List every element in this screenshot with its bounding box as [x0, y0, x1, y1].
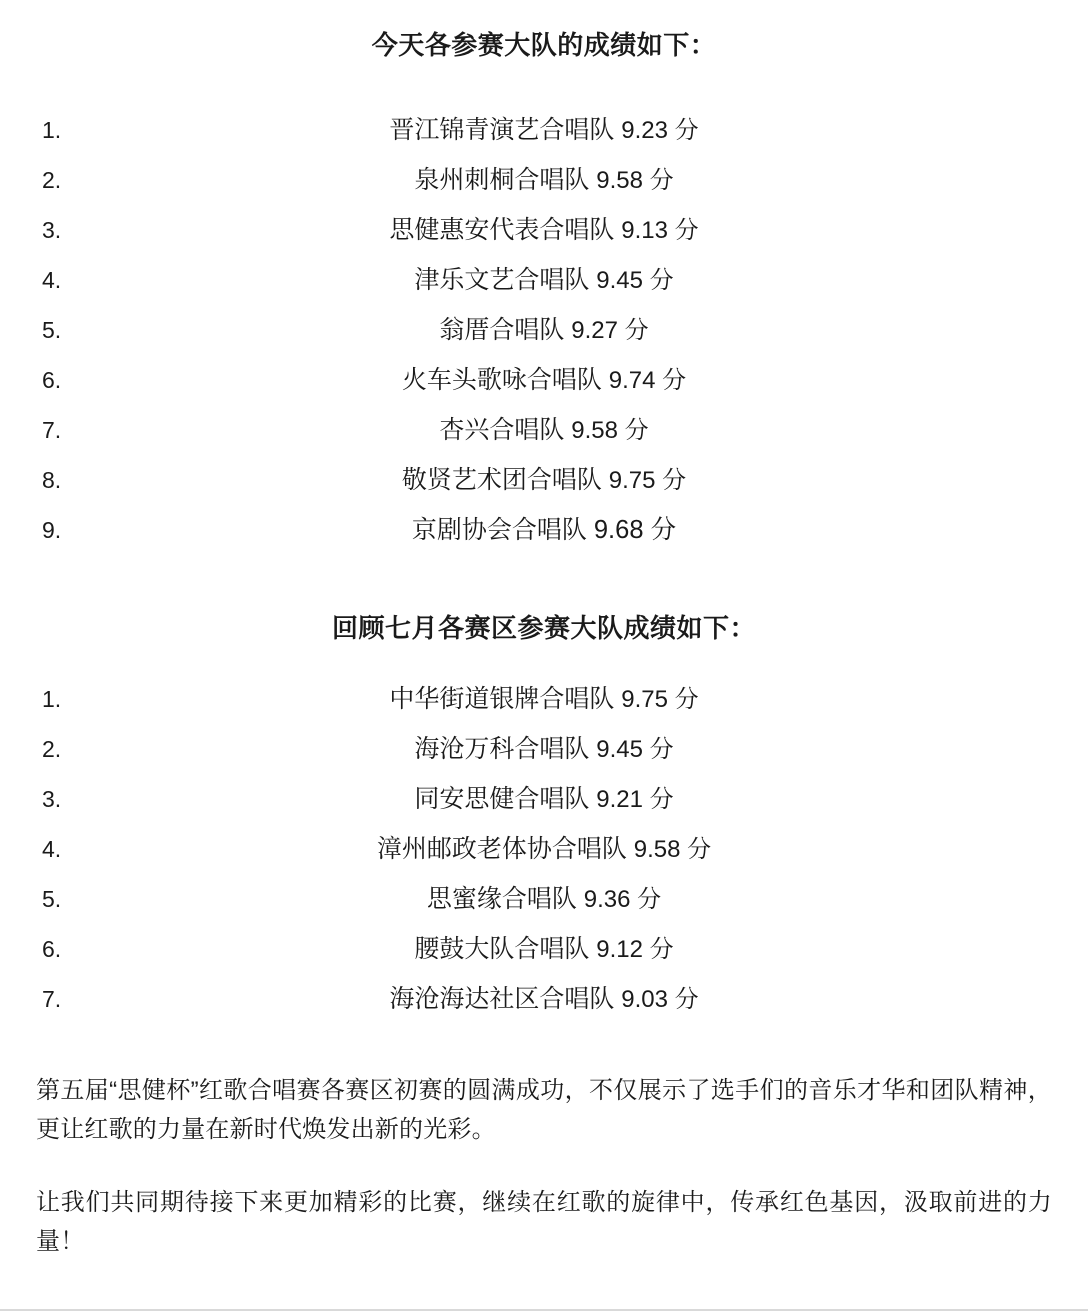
list-item: [36, 724, 1052, 774]
team-name: 同安思健合唱队: [414, 785, 590, 813]
list-item-number: 3.: [42, 786, 62, 812]
list-item-number: 5.: [42, 886, 62, 912]
list-item: [36, 355, 1052, 405]
list-item-entry: [389, 974, 698, 1025]
list-item: [36, 974, 1052, 1024]
team-name: 晋江锦青演艺合唱队: [389, 116, 615, 144]
list-item-number: 2.: [42, 736, 62, 762]
list-item-number: 3.: [42, 217, 62, 243]
list-item-entry: [414, 255, 673, 306]
list-item-entry: [414, 774, 673, 825]
team-name: 思健惠安代表合唱队: [389, 216, 615, 244]
list-item-entry: [389, 205, 698, 256]
list-item-entry: [427, 874, 661, 925]
list-item: [36, 405, 1052, 455]
section-title-today: 今天各参赛大队的成绩如下：: [371, 30, 717, 60]
team-name: 杏兴合唱队: [439, 416, 565, 444]
team-score: 9.23 分: [621, 117, 699, 144]
list-item-number: 4.: [42, 267, 62, 293]
list-item-number: 5.: [42, 317, 62, 343]
team-name: 火车头歌咏合唱队: [401, 366, 602, 394]
team-name: 京剧协会合唱队: [411, 516, 587, 544]
list-item-number: 4.: [42, 836, 62, 862]
list-item: [36, 924, 1052, 974]
team-score: 9.27 分: [571, 317, 649, 344]
list-item-entry: [414, 724, 673, 775]
team-score: 9.75 分: [621, 686, 699, 713]
list-item-entry: [389, 674, 698, 725]
list-item-entry: [402, 355, 686, 406]
team-name: 海沧海达社区合唱队: [389, 985, 615, 1013]
team-name: 敬贤艺术团合唱队: [401, 466, 602, 494]
list-item-number: 7.: [42, 417, 62, 443]
list-item-entry: [414, 155, 673, 206]
list-item: [36, 205, 1052, 255]
team-name: 翁厝合唱队: [439, 316, 565, 344]
team-name: 津乐文艺合唱队: [414, 266, 590, 294]
team-name: 腰鼓大队合唱队: [414, 935, 590, 963]
list-item: [36, 824, 1052, 874]
list-item-entry: [439, 305, 648, 356]
list-item-number: 9.: [42, 517, 62, 543]
team-score: 9.58 分: [571, 417, 649, 444]
team-score: 9.03 分: [621, 986, 699, 1013]
team-score: 9.58 分: [596, 167, 674, 194]
team-name: 思蜜缘合唱队: [426, 885, 577, 913]
score-list-today: [36, 105, 1052, 555]
list-item: [36, 874, 1052, 924]
list-item-number: 1.: [42, 117, 62, 143]
list-item-entry: [389, 105, 698, 156]
closing-paragraph-2: 让我们共同期待接下来更加精彩的比赛，继续在红歌的旋律中，传承红色基因，汲取前进的力量！: [36, 1188, 1052, 1255]
team-name: 漳州邮政老体协合唱队: [376, 835, 627, 863]
team-score: 9.21 分: [596, 786, 674, 813]
team-score: 9.58 分: [633, 836, 712, 863]
section-title-july: 回顾七月各赛区参赛大队成绩如下：: [331, 613, 756, 643]
team-name: 海沧万科合唱队: [414, 735, 590, 763]
team-score: 9.36 分: [583, 886, 662, 913]
team-score: 9.74 分: [608, 367, 687, 394]
team-score: 9.13 分: [621, 217, 699, 244]
list-item-number: 2.: [42, 167, 62, 193]
list-item-number: 6.: [42, 936, 62, 962]
list-item-number: 8.: [42, 467, 62, 493]
list-item-number: 1.: [42, 686, 62, 712]
team-score: 9.45 分: [596, 736, 674, 763]
list-item-number: 7.: [42, 986, 62, 1012]
list-item-entry: [439, 405, 648, 456]
list-item-entry: [402, 455, 686, 506]
list-item-number: 6.: [42, 367, 62, 393]
list-item-entry: [412, 505, 676, 555]
team-score: 9.12 分: [596, 936, 674, 963]
list-item: [36, 774, 1052, 824]
team-score: 9.75 分: [608, 467, 687, 494]
list-item-entry: [414, 924, 673, 975]
team-score: 9.68 分: [593, 516, 677, 544]
score-list-july: [36, 674, 1052, 1024]
list-item: [36, 305, 1052, 355]
list-item: [36, 105, 1052, 155]
team-name: 泉州刺桐合唱队: [414, 166, 590, 194]
list-item: [36, 155, 1052, 205]
list-item: [36, 674, 1052, 724]
list-item-entry: [377, 824, 711, 875]
team-name: 中华街道银牌合唱队: [389, 685, 615, 713]
list-item: [36, 255, 1052, 305]
closing-paragraph-1: 第五届“思健杯”红歌合唱赛各赛区初赛的圆满成功，不仅展示了选手们的音乐才华和团队精神，更让红歌的力量在新时代焕发出新的光彩。: [36, 1077, 1052, 1143]
list-item: [36, 505, 1052, 555]
list-item: [36, 455, 1052, 505]
team-score: 9.45 分: [596, 267, 674, 294]
